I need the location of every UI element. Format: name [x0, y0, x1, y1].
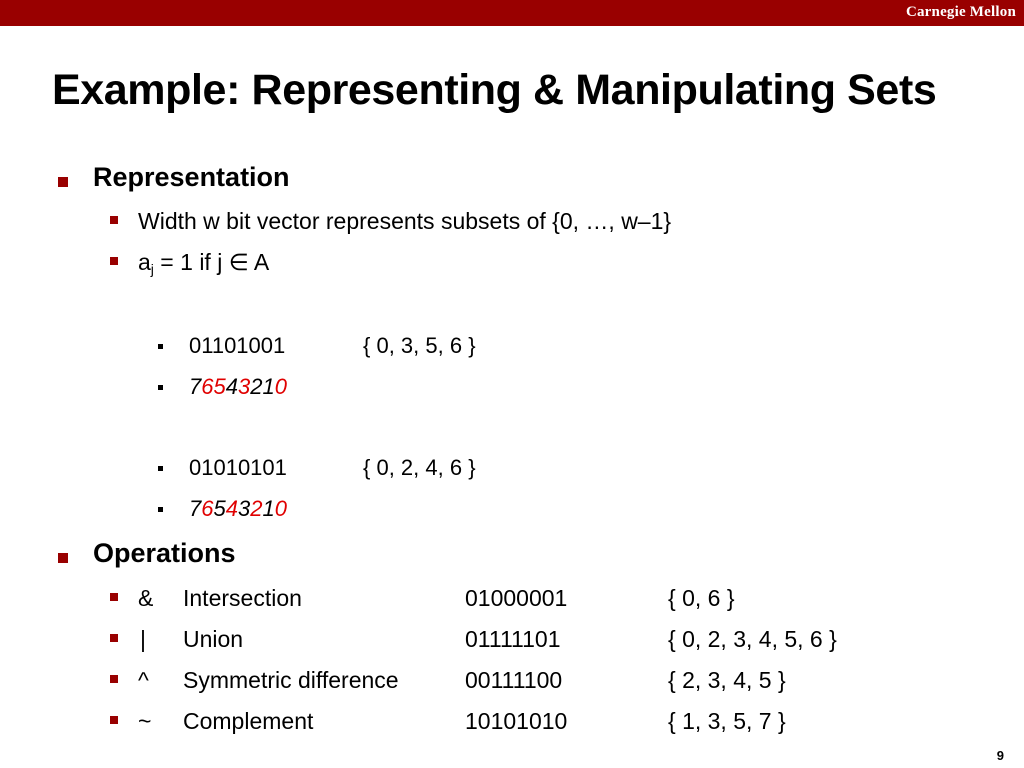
bullet-icon [158, 466, 163, 471]
bullet-icon [58, 177, 68, 187]
section-heading-operations: Operations [93, 538, 236, 568]
example-bits: 01101001 [189, 333, 286, 358]
bit-index-digit: 6 [201, 374, 214, 399]
bullet-icon [110, 216, 118, 224]
op-bits: 01111101 [465, 626, 561, 652]
example-set: { 0, 3, 5, 6 } [363, 333, 476, 358]
bit-index-digit: 7 [189, 374, 202, 399]
bullet-icon [158, 507, 163, 512]
bit-index-digit: 6 [201, 496, 214, 521]
bit-index-digit: 0 [274, 374, 287, 399]
bullet-icon [110, 675, 118, 683]
bit-index-digit: 4 [225, 496, 238, 521]
bullet-icon [110, 716, 118, 724]
bit-index-row [189, 496, 287, 522]
bullet-icon [110, 634, 118, 642]
member-rule: $a_j = 1$ if j ∈ A [138, 249, 270, 277]
op-set: { 0, 2, 3, 4, 5, 6 } [668, 626, 837, 652]
brand-label: Carnegie Mellon [905, 4, 1016, 20]
example-set: { 0, 2, 4, 6 } [363, 455, 476, 480]
slide-title: Example: Representing & Manipulating Sets [52, 66, 937, 114]
section-heading-representation: Representation [93, 162, 290, 192]
op-set: { 2, 3, 4, 5 } [668, 667, 786, 693]
op-set: { 0, 6 } [668, 585, 735, 611]
bullet-icon [158, 344, 163, 349]
bit-index-digit: 2 [250, 374, 263, 399]
header-bar [0, 0, 1024, 26]
op-name: Complement [183, 708, 314, 734]
bit-index-digit: 4 [225, 374, 238, 399]
bullet-icon [110, 593, 118, 601]
op-name: Union [183, 626, 244, 652]
op-bits: 00111100 [465, 667, 563, 693]
bit-index-digit: 1 [262, 374, 275, 399]
bit-index-digit: 7 [189, 496, 202, 521]
bit-index-digit: 3 [238, 374, 251, 399]
bit-index-row [189, 374, 287, 400]
bullet-icon [158, 385, 163, 390]
bullet-text: Width w bit vector represents subsets of {0, …, w–1} [138, 208, 672, 234]
op-symbol: ^ [138, 667, 149, 693]
op-name: Intersection [183, 585, 302, 611]
bit-index-digit: 3 [238, 496, 251, 521]
op-bits: 10101010 [465, 708, 568, 734]
op-symbol: ~ [138, 708, 152, 734]
op-symbol: | [140, 626, 146, 652]
bit-index-digit: 0 [274, 496, 287, 521]
bit-index-digit: 2 [250, 496, 263, 521]
bullet-icon [110, 257, 118, 265]
bit-index-digit: 5 [213, 496, 226, 521]
op-bits: 01000001 [465, 585, 568, 611]
op-symbol: & [138, 585, 154, 611]
op-set: { 1, 3, 5, 7 } [668, 708, 786, 734]
bit-index-digit: 5 [213, 374, 226, 399]
page-number: 9 [996, 748, 1004, 763]
bullet-icon [58, 553, 68, 563]
example-bits: 01010101 [189, 455, 287, 480]
bit-index-digit: 1 [262, 496, 275, 521]
op-name: Symmetric difference [183, 667, 399, 693]
